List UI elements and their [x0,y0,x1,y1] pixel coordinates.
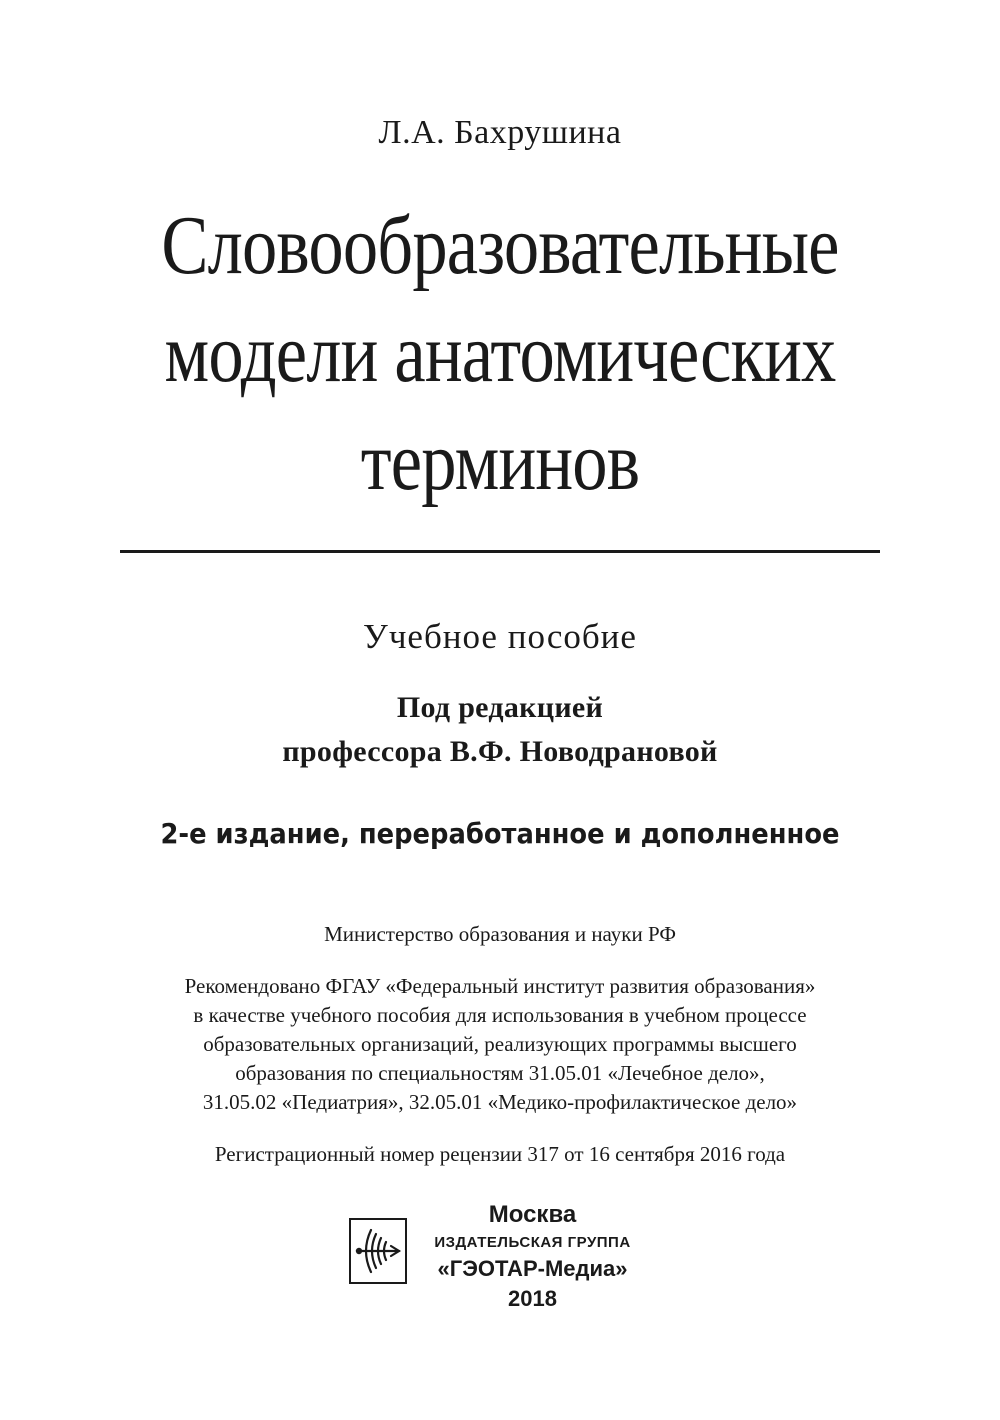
publisher-block [410,1198,655,1314]
book-subtitle: Учебное пособие [363,617,637,656]
title-line-3: терминов [360,415,640,508]
recommendation-block [0,972,1000,1117]
recommendation-line-3: образовательных организаций, реализующих программы высшего [203,1032,797,1056]
publisher-group: ИЗДАТЕЛЬСКАЯ ГРУППА [434,1234,631,1251]
title-divider [120,550,880,553]
recommendation-line-2: в качестве учебного пособия для использования в учебном процессе [193,1003,807,1027]
recommendation-line-4: образования по специальностям 31.05.01 «Лечебное дело», [235,1061,765,1085]
registration-line: Регистрационный номер рецензии 317 от 16 сентября 2016 года [214,1142,786,1166]
edition-note: 2-е издание, переработанное и дополненное [160,817,840,850]
recommendation-line-1: Рекомендовано ФГАУ «Федеральный институт развития образования» [184,974,816,998]
recommendation-line-5: 31.05.02 «Педиатрия», 32.05.01 «Медико-профилактическое дело» [202,1090,798,1114]
publication-year: 2018 [508,1286,557,1311]
editor-block [0,686,1000,774]
editor-line-2: профессора В.Ф. Новодрановой [282,735,718,768]
publisher-name: «ГЭОТАР-Медиа» [437,1256,628,1281]
author-name: Л.А. Бахрушина [378,114,622,151]
editor-line-1: Под редакцией [396,691,604,724]
publisher-city: Москва [488,1201,577,1228]
title-line-2: модели анатомических [164,307,836,400]
book-title [80,192,920,516]
geotar-logo-icon [349,1218,407,1284]
ministry-line: Министерство образования и науки РФ [324,922,676,946]
title-line-1: Словообразовательные [161,199,839,292]
